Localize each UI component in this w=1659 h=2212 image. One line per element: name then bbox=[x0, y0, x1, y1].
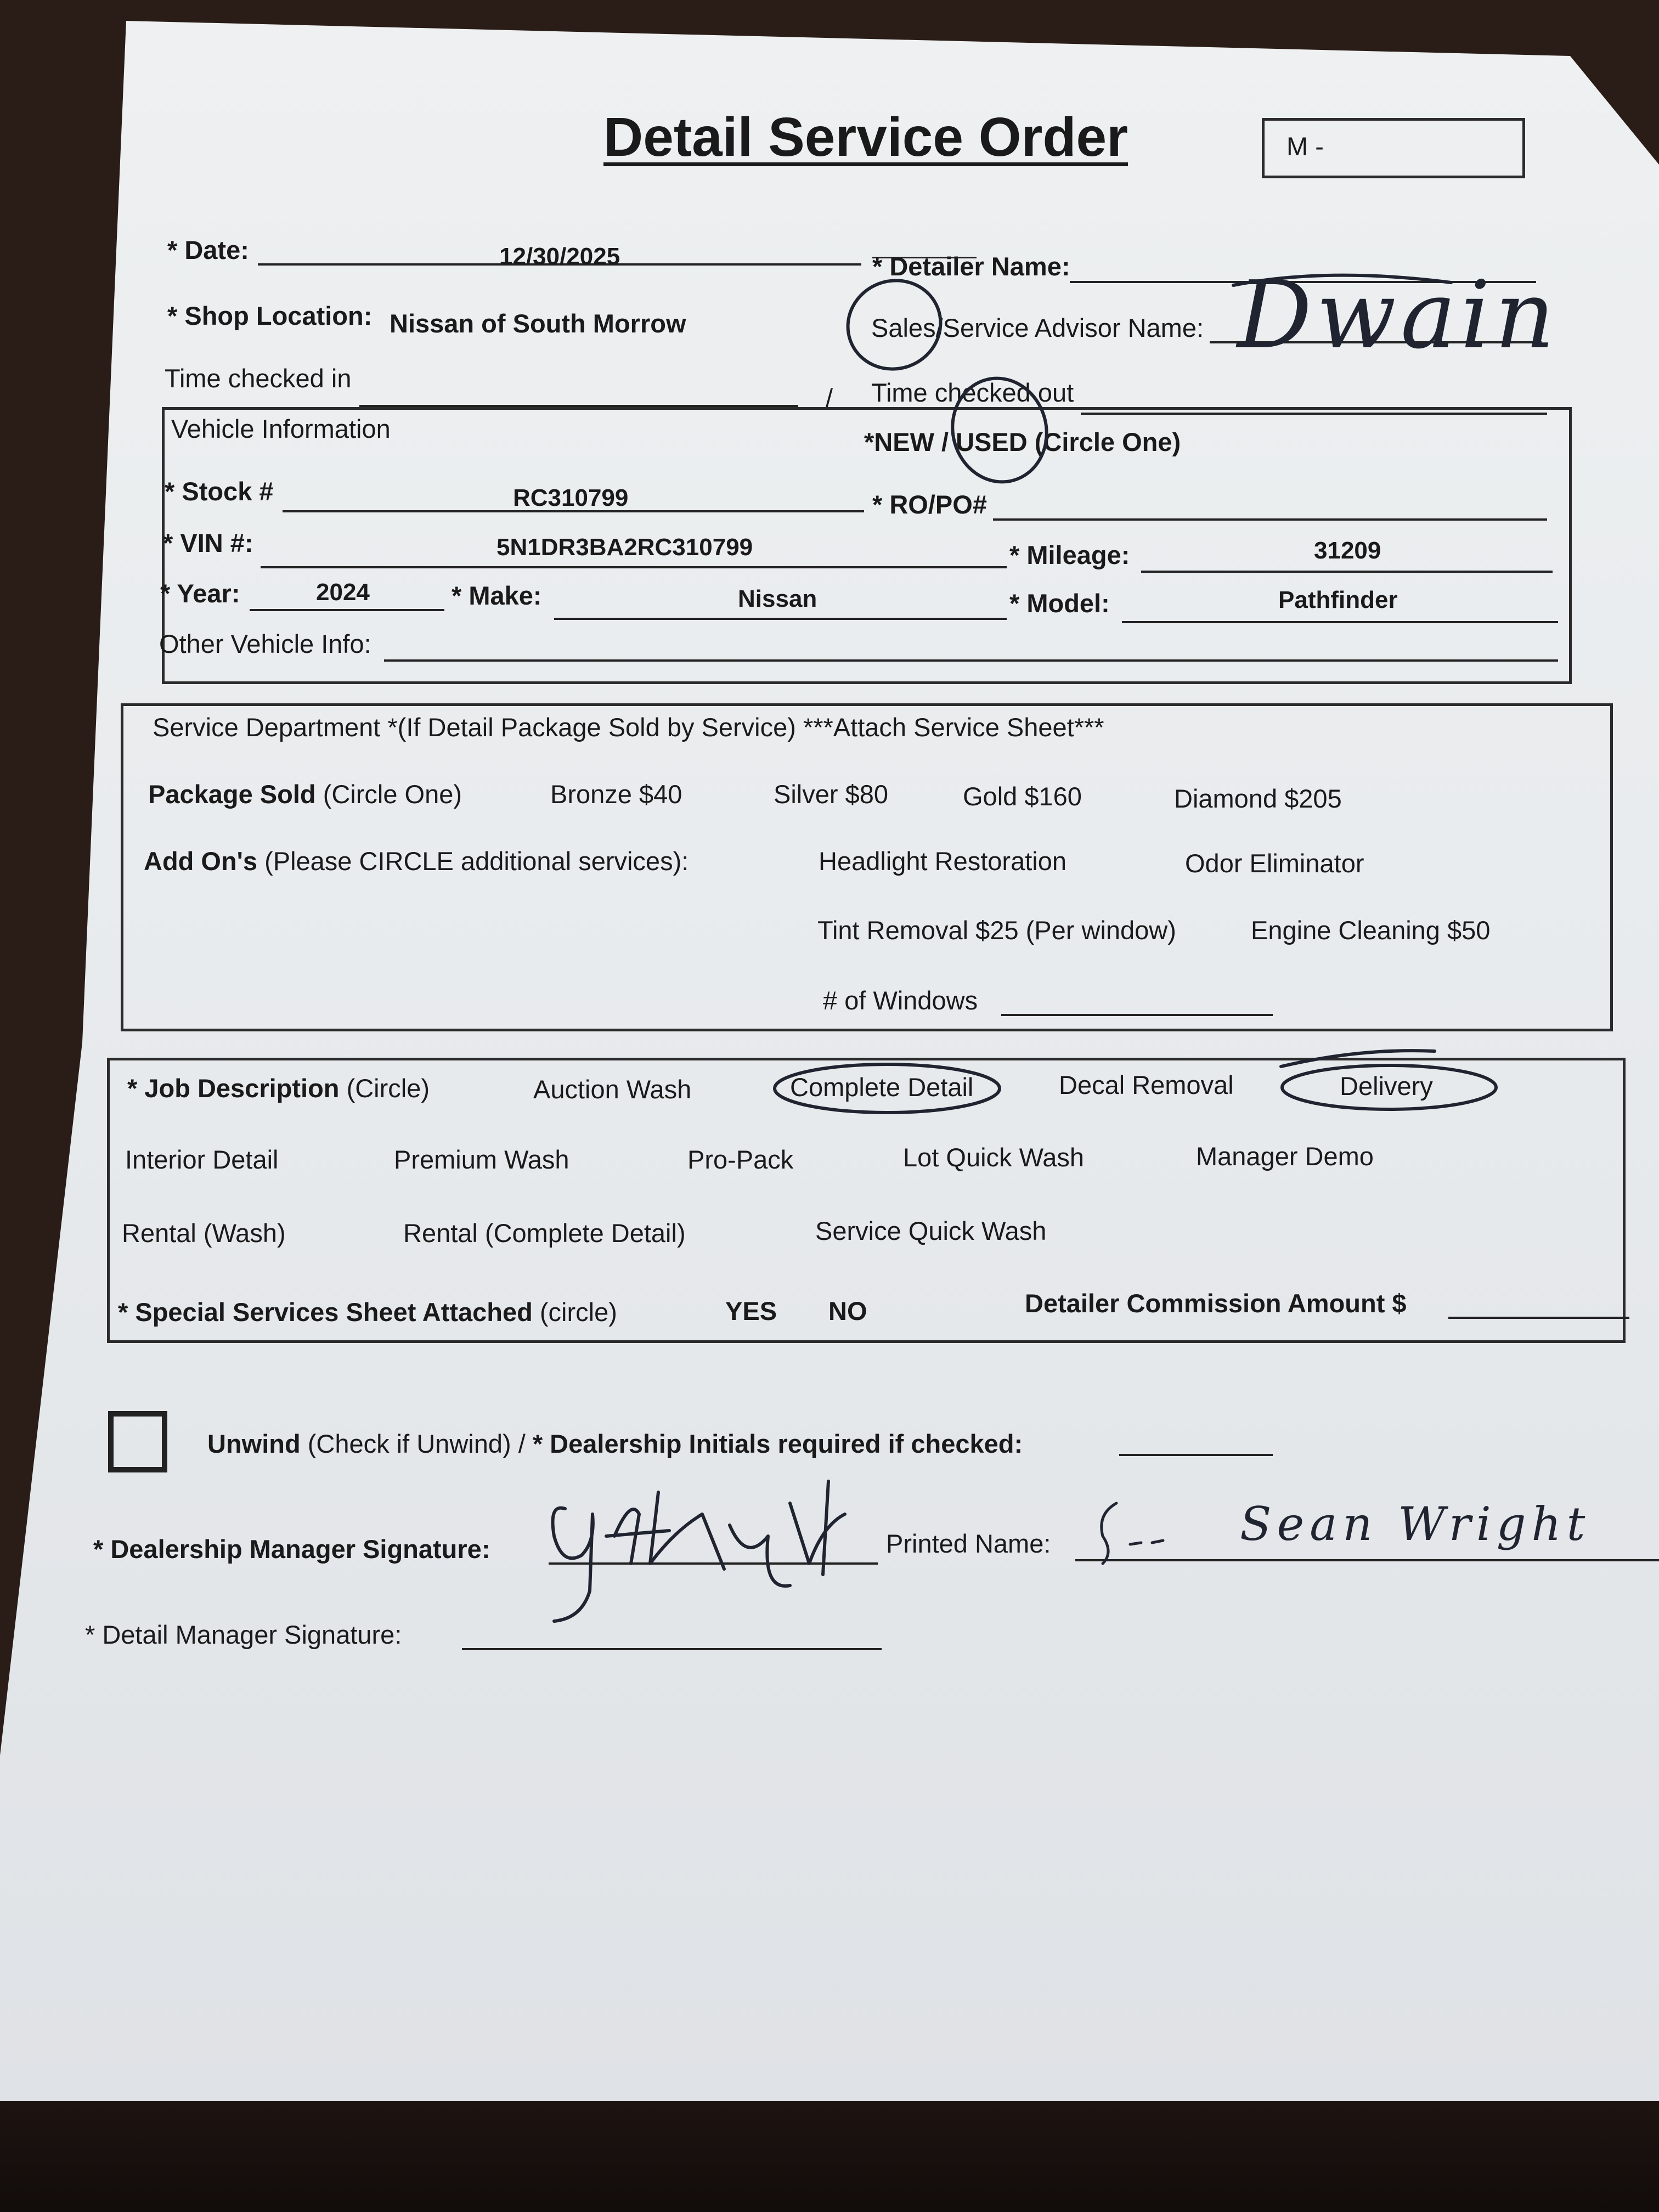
shop-location-value[interactable]: Nissan of South Morrow bbox=[390, 309, 686, 338]
shop-location-label: * Shop Location: bbox=[167, 301, 373, 330]
vehicle-info-label: Vehicle Information bbox=[171, 414, 391, 443]
date-label: * Date: bbox=[167, 235, 249, 264]
other-info-label: Other Vehicle Info: bbox=[159, 629, 371, 658]
special-services-bold: * Special Services Sheet Attached bbox=[118, 1297, 533, 1327]
addons-bold: Add On's bbox=[144, 847, 258, 876]
service-dept-header: Service Department *(If Detail Package Sold by Service) ***Attach Service Sheet*** bbox=[153, 713, 1104, 742]
mileage-value[interactable]: 31209 bbox=[1314, 537, 1381, 564]
unwind-rest: (Check if Unwind) / bbox=[307, 1429, 526, 1458]
detail-sig-label: * Detail Manager Signature: bbox=[85, 1620, 402, 1649]
job-rental-complete[interactable]: Rental (Complete Detail) bbox=[403, 1218, 686, 1248]
date-value[interactable]: 12/30/2025 bbox=[499, 243, 620, 270]
order-number-prefix: M - bbox=[1286, 132, 1324, 161]
model-label: * Model: bbox=[1009, 589, 1110, 618]
advisor-label: Sales/Service Advisor Name: bbox=[871, 313, 1204, 342]
package-gold[interactable]: Gold $160 bbox=[963, 782, 1082, 811]
addon-engine[interactable]: Engine Cleaning $50 bbox=[1251, 916, 1491, 945]
printed-name-initial-mark bbox=[1102, 1503, 1163, 1564]
time-out-label: Time checked out bbox=[871, 378, 1074, 407]
special-yes[interactable]: YES bbox=[725, 1296, 777, 1325]
package-diamond[interactable]: Diamond $205 bbox=[1174, 784, 1342, 813]
manager-sig-label: * Dealership Manager Signature: bbox=[93, 1534, 490, 1564]
package-sold-rest: (Circle One) bbox=[323, 780, 462, 809]
model-value[interactable]: Pathfinder bbox=[1278, 586, 1398, 613]
job-premium-wash[interactable]: Premium Wash bbox=[394, 1145, 569, 1174]
job-pro-pack[interactable]: Pro-Pack bbox=[687, 1145, 794, 1174]
commission-label: Detailer Commission Amount $ bbox=[1025, 1289, 1407, 1318]
job-manager-demo[interactable]: Manager Demo bbox=[1196, 1142, 1374, 1171]
unwind-initials-label: * Dealership Initials required if checked: bbox=[532, 1429, 1023, 1458]
manager-signature-mark bbox=[553, 1481, 845, 1621]
delivery-circle-mark bbox=[1282, 1065, 1496, 1109]
detailer-name-label: * Detailer Name: bbox=[872, 252, 1070, 281]
windows-label: # of Windows bbox=[823, 986, 978, 1015]
job-delivery[interactable]: Delivery bbox=[1340, 1071, 1433, 1101]
form-title: Detail Service Order bbox=[603, 106, 1128, 168]
package-silver[interactable]: Silver $80 bbox=[774, 780, 888, 809]
printed-name-handwritten: Sean Wright bbox=[1240, 1497, 1591, 1551]
make-label: * Make: bbox=[452, 581, 542, 610]
job-interior-detail[interactable]: Interior Detail bbox=[125, 1145, 279, 1174]
time-in-label: Time checked in bbox=[165, 364, 352, 393]
addon-headlight[interactable]: Headlight Restoration bbox=[819, 847, 1066, 876]
stock-value[interactable]: RC310799 bbox=[513, 484, 629, 511]
mileage-label: * Mileage: bbox=[1009, 540, 1130, 569]
unwind-bold: Unwind bbox=[207, 1429, 301, 1458]
job-lot-quick-wash[interactable]: Lot Quick Wash bbox=[903, 1143, 1084, 1172]
complete-detail-circle-mark bbox=[775, 1064, 1000, 1113]
special-services-rest: (circle) bbox=[539, 1297, 617, 1327]
addons-rest: (Please CIRCLE additional services): bbox=[264, 847, 689, 876]
advisor-overline-mark bbox=[1233, 275, 1451, 285]
job-label-rest: (Circle) bbox=[346, 1074, 430, 1103]
job-complete-detail[interactable]: Complete Detail bbox=[790, 1073, 974, 1102]
job-rental-wash[interactable]: Rental (Wash) bbox=[122, 1218, 286, 1248]
vin-label: * VIN #: bbox=[163, 528, 253, 557]
job-auction-wash[interactable]: Auction Wash bbox=[533, 1075, 692, 1104]
package-sold-bold: Package Sold bbox=[148, 780, 316, 809]
make-value[interactable]: Nissan bbox=[738, 585, 817, 612]
job-label-bold: * Job Description bbox=[127, 1074, 340, 1103]
vin-value[interactable]: 5N1DR3BA2RC310799 bbox=[496, 534, 753, 561]
special-no[interactable]: NO bbox=[828, 1296, 867, 1325]
time-slash: / bbox=[826, 383, 833, 413]
job-service-quick-wash[interactable]: Service Quick Wash bbox=[815, 1216, 1047, 1245]
addon-tint[interactable]: Tint Removal $25 (Per window) bbox=[817, 916, 1176, 945]
printed-name-label: Printed Name: bbox=[886, 1529, 1051, 1558]
delivery-stroke-mark bbox=[1281, 1051, 1435, 1066]
stock-label: * Stock # bbox=[165, 477, 274, 506]
year-value[interactable]: 2024 bbox=[316, 579, 370, 606]
condition-label: *NEW / USED (Circle One) bbox=[864, 427, 1181, 456]
package-bronze[interactable]: Bronze $40 bbox=[550, 780, 682, 809]
addon-odor[interactable]: Odor Eliminator bbox=[1185, 849, 1364, 878]
advisor-handwritten: Dwain bbox=[1237, 261, 1560, 370]
ropo-label: * RO/PO# bbox=[872, 490, 987, 519]
year-label: * Year: bbox=[160, 579, 240, 608]
advisor-circle-mark bbox=[836, 268, 953, 382]
job-decal-removal[interactable]: Decal Removal bbox=[1059, 1070, 1234, 1099]
used-circle-mark bbox=[941, 368, 1058, 493]
